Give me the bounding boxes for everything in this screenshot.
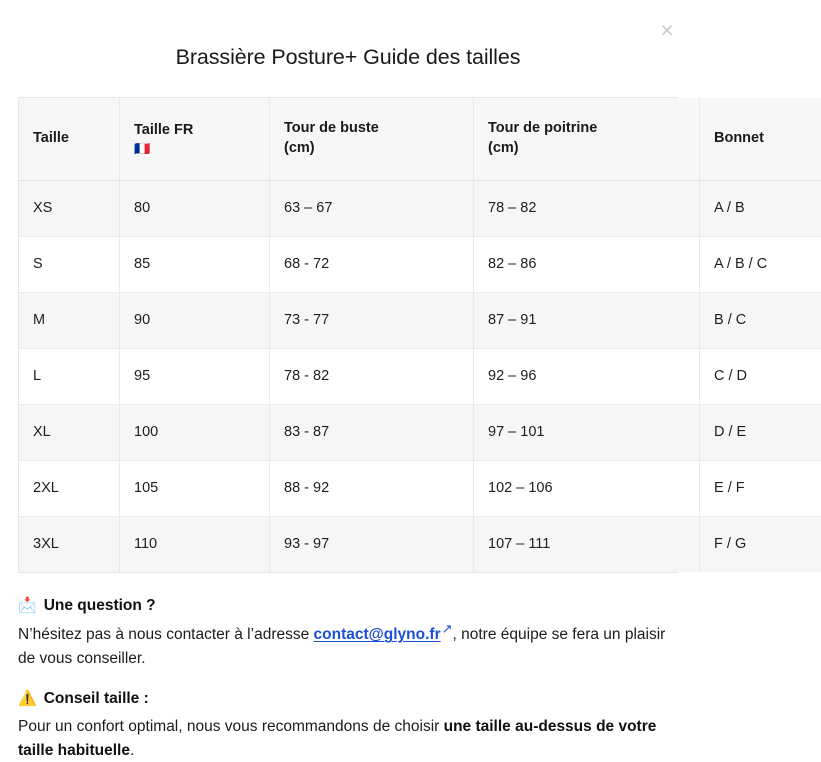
cell-tour_buste: 78 - 82 [270, 348, 474, 404]
cell-tour_poitrine: 97 – 101 [474, 404, 700, 460]
cell-tour_poitrine: 102 – 106 [474, 460, 700, 516]
column-header-tour-buste-unit: (cm) [284, 139, 459, 159]
cell-tour_buste: 83 - 87 [270, 404, 474, 460]
advice-note-emphasis: une taille au-dessus de votre taille habituelle [18, 718, 656, 758]
question-note-text-before: N’hésitez pas à nous contacter à l’adresse [18, 626, 314, 643]
incoming-envelope-icon: 📩 [18, 598, 37, 613]
size-table [19, 98, 821, 572]
cell-bonnet: F / G [700, 516, 821, 572]
cell-tour_poitrine: 92 – 96 [474, 348, 700, 404]
cell-taille: M [19, 292, 120, 348]
table-row [19, 516, 821, 572]
cell-tour_poitrine: 78 – 82 [474, 180, 700, 236]
cell-bonnet: E / F [700, 460, 821, 516]
cell-tour_poitrine: 87 – 91 [474, 292, 700, 348]
column-header-tour-buste-label: Tour de buste [284, 119, 459, 139]
cell-tour_buste: 68 - 72 [270, 236, 474, 292]
cell-taille: S [19, 236, 120, 292]
column-header-taille [19, 98, 120, 181]
cell-tour_buste: 63 – 67 [270, 180, 474, 236]
question-note-text-after: , notre équipe se fera un plaisir de vous conseiller. [18, 626, 665, 666]
cell-taille: XL [19, 404, 120, 460]
cell-tour_buste: 88 - 92 [270, 460, 474, 516]
cell-taille: 2XL [19, 460, 120, 516]
table-row [19, 180, 821, 236]
france-flag-icon: 🇫🇷 [134, 142, 255, 156]
cell-taille_fr: 80 [120, 180, 270, 236]
column-header-bonnet [700, 98, 821, 181]
notes-section [18, 595, 678, 762]
cell-tour_buste: 73 - 77 [270, 292, 474, 348]
cell-bonnet: B / C [700, 292, 821, 348]
page-title: Brassière Posture+ Guide des tailles [0, 0, 696, 71]
advice-note-text-after: . [130, 742, 134, 759]
cell-taille: L [19, 348, 120, 404]
cell-bonnet: A / B [700, 180, 821, 236]
cell-bonnet: A / B / C [700, 236, 821, 292]
question-note [18, 595, 678, 670]
advice-note [18, 688, 678, 762]
cell-taille_fr: 110 [120, 516, 270, 572]
cell-tour_poitrine: 82 – 86 [474, 236, 700, 292]
column-header-taille-fr [120, 98, 270, 181]
column-header-tour-poitrine-unit: (cm) [488, 139, 685, 159]
advice-note-text-before: Pour un confort optimal, nous vous recommandons de choisir [18, 718, 444, 735]
contact-email-link[interactable]: contact@glyno.fr [314, 626, 441, 643]
advice-note-heading [18, 688, 678, 710]
column-header-tour-poitrine [474, 98, 700, 181]
column-header-tour-poitrine-label: Tour de poitrine [488, 119, 685, 139]
cell-bonnet: D / E [700, 404, 821, 460]
table-row [19, 460, 821, 516]
cell-bonnet: C / D [700, 348, 821, 404]
table-header-row [19, 98, 821, 181]
cell-tour_buste: 93 - 97 [270, 516, 474, 572]
cell-taille_fr: 100 [120, 404, 270, 460]
external-link-icon: ↗ [442, 622, 453, 635]
table-row [19, 348, 821, 404]
table-header [19, 98, 821, 181]
question-note-heading [18, 595, 678, 617]
table-body [19, 180, 821, 572]
cell-taille_fr: 90 [120, 292, 270, 348]
advice-note-body [18, 715, 678, 762]
column-header-bonnet-label: Bonnet [714, 129, 807, 149]
column-header-tour-buste [270, 98, 474, 181]
question-note-body [18, 622, 678, 670]
close-icon[interactable]: × [654, 17, 680, 43]
table-row [19, 404, 821, 460]
size-table-container [18, 97, 678, 573]
cell-taille: XS [19, 180, 120, 236]
advice-note-heading-text: Conseil taille : [44, 688, 149, 710]
cell-tour_poitrine: 107 – 111 [474, 516, 700, 572]
cell-taille: 3XL [19, 516, 120, 572]
column-header-taille-fr-label: Taille FR [134, 121, 255, 141]
column-header-taille-label: Taille [33, 129, 105, 149]
table-row [19, 292, 821, 348]
warning-icon: ⚠️ [18, 691, 37, 706]
cell-taille_fr: 85 [120, 236, 270, 292]
question-note-heading-text: Une question ? [44, 595, 156, 617]
cell-taille_fr: 105 [120, 460, 270, 516]
cell-taille_fr: 95 [120, 348, 270, 404]
table-row [19, 236, 821, 292]
